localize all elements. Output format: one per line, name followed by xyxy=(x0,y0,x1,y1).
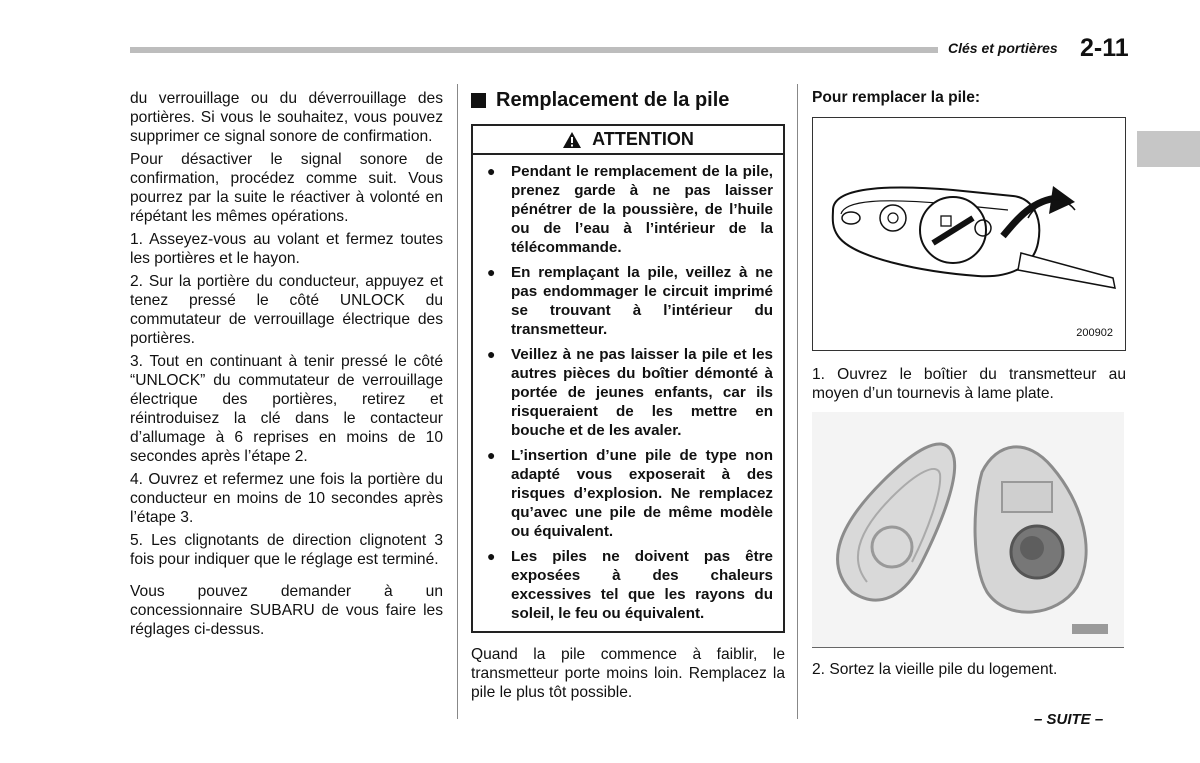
warning-triangle-icon xyxy=(562,131,582,149)
key-fob-opening-figure xyxy=(812,117,1126,351)
right-column xyxy=(812,88,1126,679)
step-1: 1. Asseyez-vous au volant et fermez toutes les portières et le hayon. xyxy=(130,231,443,267)
step-3: 3. Tout en continuant à tenir pressé le côté “UNLOCK” du commutateur de verrouillage électrique des portières, retirez et réintroduisez la clé dans le contacteur d’allumage à 6 reprises en moins de 10 secondes après l’étape 2. xyxy=(130,353,443,465)
middle-column xyxy=(471,88,785,702)
list-item: ● Pendant le remplacement de la pile, prenez garde à ne pas laisser pénétrer de la poussière, de l’huile ou de l’eau à l’intérieur de la télécommande. xyxy=(487,163,773,256)
warning-title: ATTENTION xyxy=(592,129,694,149)
procedure-heading: Pour remplacer la pile: xyxy=(812,89,981,106)
page-number: 2-11 xyxy=(1080,34,1129,62)
paragraph: du verrouillage ou du déverrouillage des portières. Si vous le souhaitez, vous pouvez supprimer ce signal sonore de confirmation. xyxy=(130,90,443,145)
opened-fob-photo xyxy=(812,412,1124,648)
chapter-title: Clés et portières xyxy=(948,40,1058,56)
paragraph: Pour désactiver le signal sonore de confirmation, procédez comme suit. Vous pourrez par la suite le réactiver à volonté en répétant les mêmes opérations. xyxy=(130,151,443,225)
step-2: 2. Sortez la vieille pile du logement. xyxy=(812,661,1058,678)
step-1: 1. Ouvrez le boîtier du transmetteur au moyen d’un tournevis à lame plate. xyxy=(812,366,1126,402)
step-2: 2. Sur la portière du conducteur, appuyez et tenez pressé le côté UNLOCK du commutateur de verrouillage électrique des portières. xyxy=(130,273,443,347)
header-rule xyxy=(130,47,938,53)
list-item: ● Veillez à ne pas laisser la pile et les autres pièces du boîtier démonté à portée de jeunes enfants, car ils risqueraient de les mettre en bouche et de les avaler. xyxy=(487,346,773,439)
column-divider xyxy=(797,84,798,719)
battery-photo xyxy=(812,412,1124,648)
warning-box xyxy=(471,155,785,633)
key-fob-illustration xyxy=(813,118,1125,350)
list-item: ● En remplaçant la pile, veillez à ne pas endommager le circuit imprimé se trouvant à l’intérieur du transmetteur. xyxy=(487,264,773,338)
continued-label: – SUITE – xyxy=(1034,711,1104,728)
chapter-side-tab xyxy=(1137,131,1200,167)
step-5: 5. Les clignotants de direction clignotent 3 fois pour indiquer que le réglage est terminé. xyxy=(130,532,443,568)
list-item: ● L’insertion d’une pile de type non adapté vous exposerait à des risques d’explosion. Ne remplacez qu’avec une pile de même modèle ou équivalent. xyxy=(487,447,773,540)
battery-note: Quand la pile commence à faiblir, le transmetteur porte moins loin. Remplacez la pile le plus tôt possible. xyxy=(471,646,785,701)
left-column xyxy=(130,89,443,643)
section-title: Remplacement de la pile xyxy=(471,88,785,112)
figure-code: 200902 xyxy=(1076,327,1113,339)
step-4: 4. Ouvrez et refermez une fois la portière du conducteur en moins de 10 secondes après l’étape 3. xyxy=(130,471,443,526)
paragraph: Vous pouvez demander à un concessionnaire SUBARU de vous faire les réglages ci-dessus. xyxy=(130,583,443,638)
list-item: ● Les piles ne doivent pas être exposées à des chaleurs excessives tel que les rayons du soleil, le feu ou équivalent. xyxy=(487,548,773,622)
column-divider xyxy=(457,84,458,719)
warning-header xyxy=(471,124,785,155)
section-square-icon xyxy=(471,93,486,108)
